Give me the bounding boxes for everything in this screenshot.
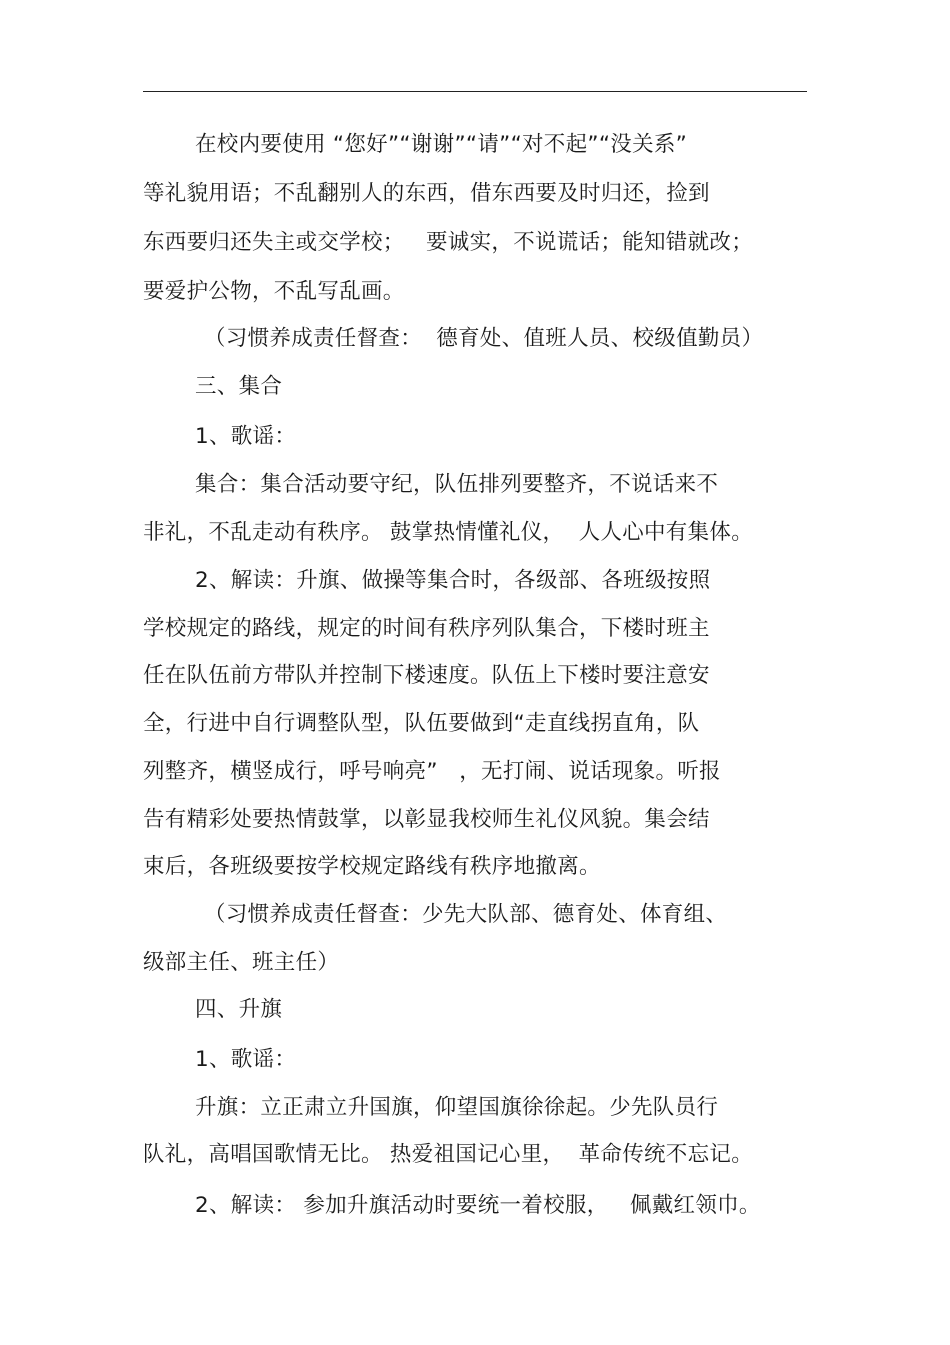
text-line: 队礼，高唱国歌情无比。 热爱祖国记心里， 革命传统不忘记。 <box>143 1142 754 1167</box>
text-line: 学校规定的路线，规定的时间有秩序列队集合，下楼时班主 <box>143 616 710 641</box>
text-line: 集合：集合活动要守纪，队伍排列要整齐，不说话来不 <box>195 472 719 497</box>
text-line: 束后，各班级要按学校规定路线有秩序地撤离。 <box>143 854 601 879</box>
subheading: 1、歌谣： <box>195 424 297 449</box>
text-line: 2、解读：升旗、做操等集合时，各级部、各班级按照 <box>195 568 711 593</box>
text-line: 告有精彩处要热情鼓掌，以彰显我校师生礼仪风貌。集会结 <box>143 807 710 832</box>
text-line: 级部主任、班主任） <box>143 950 340 975</box>
text-line: 全，行进中自行调整队型，队伍要做到“走直线拐直角，队 <box>143 711 700 736</box>
subheading: 1、歌谣： <box>195 1047 297 1072</box>
text-line: 要爱护公物，不乱写乱画。 <box>143 279 405 304</box>
text-line: （习惯养成责任督查：少先大队部、德育处、体育组、 <box>204 902 728 927</box>
text-line: 2、解读： 参加升旗活动时要统一着校服， 佩戴红领巾。 <box>195 1193 761 1218</box>
text-line: 升旗：立正肃立升国旗，仰望国旗徐徐起。少先队员行 <box>195 1095 719 1120</box>
section-heading: 四、升旗 <box>195 997 283 1022</box>
text-line: 非礼，不乱走动有秩序。 鼓掌热情懂礼仪， 人人心中有集体。 <box>143 520 754 545</box>
section-heading: 三、集合 <box>195 374 283 399</box>
text-line: 等礼貌用语；不乱翻别人的东西，借东西要及时归还，捡到 <box>143 181 710 206</box>
text-line: （习惯养成责任督查： 德育处、值班人员、校级值勤员） <box>204 326 764 351</box>
text-line: 任在队伍前方带队并控制下楼速度。队伍上下楼时要注意安 <box>143 663 710 688</box>
header-rule <box>143 91 807 92</box>
text-line: 在校内要使用 “您好”“谢谢”“请”“对不起”“没关系” <box>195 132 688 157</box>
text-line: 东西要归还失主或交学校； 要诚实，不说谎话；能知错就改； <box>143 230 754 255</box>
text-line: 列整齐，横竖成行，呼号响亮” ，无打闹、说话现象。听报 <box>143 759 721 784</box>
